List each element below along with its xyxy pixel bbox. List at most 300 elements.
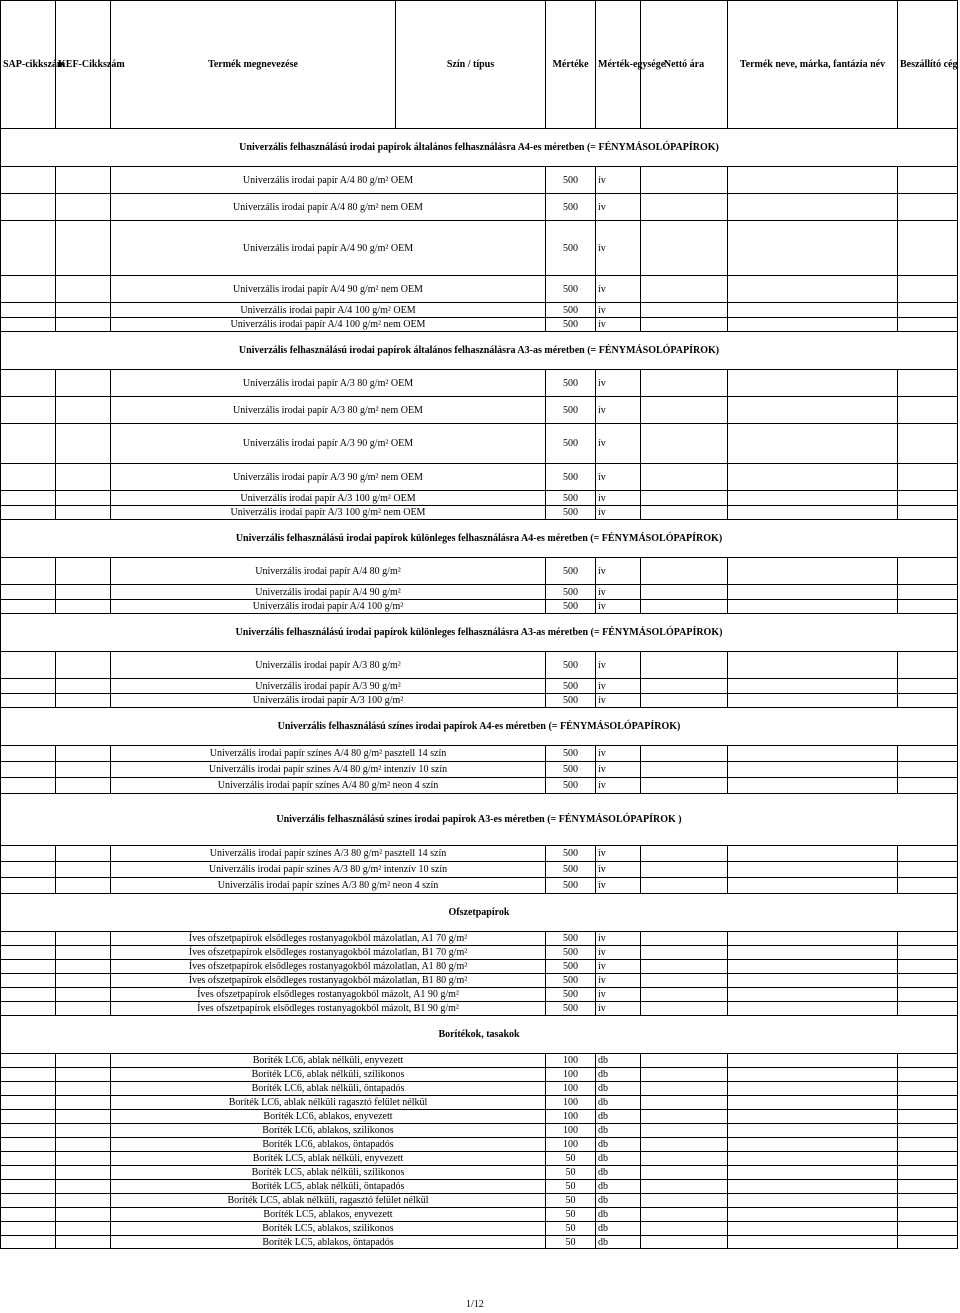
brand-name-cell[interactable] bbox=[728, 1054, 898, 1068]
kef-code-cell[interactable] bbox=[56, 1208, 111, 1222]
net-price-cell[interactable] bbox=[641, 1124, 728, 1138]
kef-code-cell[interactable] bbox=[56, 762, 111, 778]
kef-code-cell[interactable] bbox=[56, 221, 111, 276]
table-row bbox=[1, 1208, 958, 1222]
product-name-cell: Íves ofszetpapírok elsődleges rostanyagokból mázolatlan, B1 70 g/m² bbox=[111, 946, 546, 960]
product-name-cell: Univerzális irodai papír A/3 80 g/m² nem OEM bbox=[111, 397, 546, 424]
unit-cell: ív bbox=[596, 464, 641, 491]
net-price-cell[interactable] bbox=[641, 1222, 728, 1236]
supplier-cell[interactable] bbox=[898, 1152, 958, 1166]
section-title-row bbox=[1, 129, 958, 167]
brand-name-cell[interactable] bbox=[728, 491, 898, 506]
kef-code-cell[interactable] bbox=[56, 974, 111, 988]
supplier-cell[interactable] bbox=[898, 397, 958, 424]
product-name-cell: Univerzális irodai papír A/4 90 g/m² bbox=[111, 585, 546, 600]
supplier-cell[interactable] bbox=[898, 762, 958, 778]
brand-name-cell[interactable] bbox=[728, 1194, 898, 1208]
table-row bbox=[1, 694, 958, 708]
net-price-cell[interactable] bbox=[641, 1208, 728, 1222]
table-row bbox=[1, 946, 958, 960]
section-title: Univerzális felhasználású irodai papírok általános felhasználásra A4-es méretben (= FÉNYMÁSOLÓPAPÍROK) bbox=[1, 129, 958, 167]
sap-code-cell[interactable] bbox=[1, 652, 56, 679]
supplier-cell[interactable] bbox=[898, 167, 958, 194]
sap-code-cell[interactable] bbox=[1, 1096, 56, 1110]
quantity-cell: 50 bbox=[546, 1166, 596, 1180]
net-price-cell[interactable] bbox=[641, 746, 728, 762]
sap-code-cell[interactable] bbox=[1, 694, 56, 708]
net-price-cell[interactable] bbox=[641, 1068, 728, 1082]
brand-name-cell[interactable] bbox=[728, 600, 898, 614]
sap-code-cell[interactable] bbox=[1, 862, 56, 878]
supplier-cell[interactable] bbox=[898, 862, 958, 878]
brand-name-cell[interactable] bbox=[728, 194, 898, 221]
product-name-cell: Boríték LC6, ablakos, öntapadós bbox=[111, 1138, 546, 1152]
product-name-cell: Univerzális irodai papír A/3 100 g/m² OEM bbox=[111, 491, 546, 506]
unit-cell: ív bbox=[596, 194, 641, 221]
kef-code-cell[interactable] bbox=[56, 1180, 111, 1194]
brand-name-cell[interactable] bbox=[728, 960, 898, 974]
brand-name-cell[interactable] bbox=[728, 506, 898, 520]
kef-code-cell[interactable] bbox=[56, 1236, 111, 1249]
brand-name-cell[interactable] bbox=[728, 1236, 898, 1249]
net-price-cell[interactable] bbox=[641, 1110, 728, 1124]
supplier-cell[interactable] bbox=[898, 600, 958, 614]
kef-code-cell[interactable] bbox=[56, 932, 111, 946]
brand-name-cell[interactable] bbox=[728, 318, 898, 332]
supplier-cell[interactable] bbox=[898, 1138, 958, 1152]
quantity-cell: 500 bbox=[546, 491, 596, 506]
supplier-cell[interactable] bbox=[898, 946, 958, 960]
sap-code-cell[interactable] bbox=[1, 1180, 56, 1194]
kef-code-cell[interactable] bbox=[56, 862, 111, 878]
sap-code-cell[interactable] bbox=[1, 932, 56, 946]
kef-code-cell[interactable] bbox=[56, 1194, 111, 1208]
kef-code-cell[interactable] bbox=[56, 846, 111, 862]
supplier-cell[interactable] bbox=[898, 276, 958, 303]
product-name-cell: Íves ofszetpapírok elsődleges rostanyagokból mázolatlan, A1 80 g/m² bbox=[111, 960, 546, 974]
sap-code-cell[interactable] bbox=[1, 303, 56, 318]
brand-name-cell[interactable] bbox=[728, 1208, 898, 1222]
kef-code-cell[interactable] bbox=[56, 778, 111, 794]
supplier-cell[interactable] bbox=[898, 464, 958, 491]
sap-code-cell[interactable] bbox=[1, 318, 56, 332]
net-price-cell[interactable] bbox=[641, 167, 728, 194]
brand-name-cell[interactable] bbox=[728, 946, 898, 960]
supplier-cell[interactable] bbox=[898, 694, 958, 708]
sap-code-cell[interactable] bbox=[1, 1082, 56, 1096]
brand-name-cell[interactable] bbox=[728, 397, 898, 424]
net-price-cell[interactable] bbox=[641, 464, 728, 491]
net-price-cell[interactable] bbox=[641, 932, 728, 946]
supplier-cell[interactable] bbox=[898, 1124, 958, 1138]
kef-code-cell[interactable] bbox=[56, 491, 111, 506]
product-name-cell: Univerzális irodai papír színes A/3 80 g/m² intenzív 10 szín bbox=[111, 862, 546, 878]
kef-code-cell[interactable] bbox=[56, 694, 111, 708]
unit-cell: ív bbox=[596, 303, 641, 318]
brand-name-cell[interactable] bbox=[728, 558, 898, 585]
brand-name-cell[interactable] bbox=[728, 303, 898, 318]
kef-code-cell[interactable] bbox=[56, 1002, 111, 1016]
sap-code-cell[interactable] bbox=[1, 988, 56, 1002]
unit-cell: ív bbox=[596, 221, 641, 276]
sap-code-cell[interactable] bbox=[1, 276, 56, 303]
net-price-cell[interactable] bbox=[641, 778, 728, 794]
product-name-cell: Íves ofszetpapírok elsődleges rostanyagokból mázolatlan, B1 80 g/m² bbox=[111, 974, 546, 988]
table-row bbox=[1, 778, 958, 794]
kef-code-cell[interactable] bbox=[56, 506, 111, 520]
net-price-cell[interactable] bbox=[641, 946, 728, 960]
table-row bbox=[1, 846, 958, 862]
table-row bbox=[1, 397, 958, 424]
section-title-row bbox=[1, 794, 958, 846]
sap-code-cell[interactable] bbox=[1, 585, 56, 600]
net-price-cell[interactable] bbox=[641, 370, 728, 397]
brand-name-cell[interactable] bbox=[728, 221, 898, 276]
sap-code-cell[interactable] bbox=[1, 746, 56, 762]
kef-code-cell[interactable] bbox=[56, 464, 111, 491]
table-row bbox=[1, 424, 958, 464]
net-price-cell[interactable] bbox=[641, 652, 728, 679]
section-title: Univerzális felhasználású irodai papírok különleges felhasználásra A3-as méretben (= FÉNYMÁSOLÓPAPÍROK) bbox=[1, 614, 958, 652]
net-price-cell[interactable] bbox=[641, 276, 728, 303]
table-row bbox=[1, 1124, 958, 1138]
product-name-cell: Boríték LC5, ablak nélküli, öntapadós bbox=[111, 1180, 546, 1194]
supplier-cell[interactable] bbox=[898, 1236, 958, 1249]
net-price-cell[interactable] bbox=[641, 585, 728, 600]
product-name-cell: Boríték LC6, ablakos, enyvezett bbox=[111, 1110, 546, 1124]
brand-name-cell[interactable] bbox=[728, 1068, 898, 1082]
table-row bbox=[1, 1166, 958, 1180]
section-title: Borítékok, tasakok bbox=[1, 1016, 958, 1054]
supplier-cell[interactable] bbox=[898, 679, 958, 694]
section-title-row bbox=[1, 1016, 958, 1054]
supplier-cell[interactable] bbox=[898, 1002, 958, 1016]
kef-code-cell[interactable] bbox=[56, 276, 111, 303]
supplier-cell[interactable] bbox=[898, 778, 958, 794]
supplier-cell[interactable] bbox=[898, 974, 958, 988]
quantity-cell: 500 bbox=[546, 846, 596, 862]
brand-name-cell[interactable] bbox=[728, 167, 898, 194]
net-price-cell[interactable] bbox=[641, 1194, 728, 1208]
supplier-cell[interactable] bbox=[898, 1194, 958, 1208]
sap-code-cell[interactable] bbox=[1, 846, 56, 862]
kef-code-cell[interactable] bbox=[56, 194, 111, 221]
net-price-cell[interactable] bbox=[641, 1002, 728, 1016]
brand-name-cell[interactable] bbox=[728, 652, 898, 679]
brand-name-cell[interactable] bbox=[728, 1002, 898, 1016]
brand-name-cell[interactable] bbox=[728, 932, 898, 946]
product-name-cell: Univerzális irodai papír A/4 90 g/m² nem OEM bbox=[111, 276, 546, 303]
sap-code-cell[interactable] bbox=[1, 974, 56, 988]
brand-name-cell[interactable] bbox=[728, 1138, 898, 1152]
sap-code-cell[interactable] bbox=[1, 960, 56, 974]
table-row bbox=[1, 762, 958, 778]
sap-code-cell[interactable] bbox=[1, 491, 56, 506]
sap-code-cell[interactable] bbox=[1, 558, 56, 585]
sap-code-cell[interactable] bbox=[1, 370, 56, 397]
brand-name-cell[interactable] bbox=[728, 1082, 898, 1096]
supplier-cell[interactable] bbox=[898, 303, 958, 318]
section-title: Ofszetpapírok bbox=[1, 894, 958, 932]
table-row bbox=[1, 988, 958, 1002]
net-price-cell[interactable] bbox=[641, 1096, 728, 1110]
sap-code-cell[interactable] bbox=[1, 506, 56, 520]
sap-code-cell[interactable] bbox=[1, 1124, 56, 1138]
net-price-cell[interactable] bbox=[641, 846, 728, 862]
kef-code-cell[interactable] bbox=[56, 370, 111, 397]
kef-code-cell[interactable] bbox=[56, 652, 111, 679]
kef-code-cell[interactable] bbox=[56, 1054, 111, 1068]
brand-name-cell[interactable] bbox=[728, 694, 898, 708]
unit-cell: db bbox=[596, 1180, 641, 1194]
table-row bbox=[1, 878, 958, 894]
quantity-cell: 500 bbox=[546, 960, 596, 974]
supplier-cell[interactable] bbox=[898, 960, 958, 974]
kef-code-cell[interactable] bbox=[56, 1082, 111, 1096]
net-price-cell[interactable] bbox=[641, 679, 728, 694]
supplier-cell[interactable] bbox=[898, 1166, 958, 1180]
net-price-cell[interactable] bbox=[641, 194, 728, 221]
sap-code-cell[interactable] bbox=[1, 1138, 56, 1152]
section-title: Univerzális felhasználású színes irodai papírok A3-es méretben (= FÉNYMÁSOLÓPAPÍROK ) bbox=[1, 794, 958, 846]
supplier-cell[interactable] bbox=[898, 1096, 958, 1110]
product-name-cell: Univerzális irodai papír színes A/4 80 g/m² pasztell 14 szín bbox=[111, 746, 546, 762]
kef-code-cell[interactable] bbox=[56, 1138, 111, 1152]
unit-cell: db bbox=[596, 1138, 641, 1152]
brand-name-cell[interactable] bbox=[728, 1180, 898, 1194]
sap-code-cell[interactable] bbox=[1, 464, 56, 491]
kef-code-cell[interactable] bbox=[56, 397, 111, 424]
net-price-cell[interactable] bbox=[641, 1236, 728, 1249]
net-price-cell[interactable] bbox=[641, 1152, 728, 1166]
brand-name-cell[interactable] bbox=[728, 1222, 898, 1236]
product-name-cell: Boríték LC6, ablakos, szilikonos bbox=[111, 1124, 546, 1138]
unit-cell: ív bbox=[596, 397, 641, 424]
kef-code-cell[interactable] bbox=[56, 946, 111, 960]
sap-code-cell[interactable] bbox=[1, 1002, 56, 1016]
kef-code-cell[interactable] bbox=[56, 558, 111, 585]
supplier-cell[interactable] bbox=[898, 318, 958, 332]
supplier-cell[interactable] bbox=[898, 1068, 958, 1082]
kef-code-cell[interactable] bbox=[56, 1110, 111, 1124]
supplier-cell[interactable] bbox=[898, 370, 958, 397]
col-header-price: Nettó ára bbox=[641, 1, 728, 129]
net-price-cell[interactable] bbox=[641, 974, 728, 988]
sap-code-cell[interactable] bbox=[1, 424, 56, 464]
net-price-cell[interactable] bbox=[641, 988, 728, 1002]
col-header-supplier: Beszállító cég bbox=[898, 1, 958, 129]
product-name-cell: Univerzális irodai papír A/4 90 g/m² OEM bbox=[111, 221, 546, 276]
brand-name-cell[interactable] bbox=[728, 424, 898, 464]
sap-code-cell[interactable] bbox=[1, 1110, 56, 1124]
table-row bbox=[1, 1110, 958, 1124]
sap-code-cell[interactable] bbox=[1, 1208, 56, 1222]
supplier-cell[interactable] bbox=[898, 1082, 958, 1096]
kef-code-cell[interactable] bbox=[56, 988, 111, 1002]
product-name-cell: Univerzális irodai papír A/4 100 g/m² OEM bbox=[111, 303, 546, 318]
brand-name-cell[interactable] bbox=[728, 370, 898, 397]
unit-cell: ív bbox=[596, 506, 641, 520]
supplier-cell[interactable] bbox=[898, 194, 958, 221]
sap-code-cell[interactable] bbox=[1, 167, 56, 194]
kef-code-cell[interactable] bbox=[56, 1222, 111, 1236]
net-price-cell[interactable] bbox=[641, 1082, 728, 1096]
brand-name-cell[interactable] bbox=[728, 464, 898, 491]
kef-code-cell[interactable] bbox=[56, 746, 111, 762]
supplier-cell[interactable] bbox=[898, 1222, 958, 1236]
unit-cell: db bbox=[596, 1152, 641, 1166]
net-price-cell[interactable] bbox=[641, 303, 728, 318]
sap-code-cell[interactable] bbox=[1, 221, 56, 276]
brand-name-cell[interactable] bbox=[728, 746, 898, 762]
brand-name-cell[interactable] bbox=[728, 778, 898, 794]
supplier-cell[interactable] bbox=[898, 652, 958, 679]
sap-code-cell[interactable] bbox=[1, 878, 56, 894]
unit-cell: db bbox=[596, 1236, 641, 1249]
table-row bbox=[1, 1068, 958, 1082]
sap-code-cell[interactable] bbox=[1, 1054, 56, 1068]
brand-name-cell[interactable] bbox=[728, 1166, 898, 1180]
net-price-cell[interactable] bbox=[641, 1166, 728, 1180]
net-price-cell[interactable] bbox=[641, 221, 728, 276]
kef-code-cell[interactable] bbox=[56, 1096, 111, 1110]
net-price-cell[interactable] bbox=[641, 762, 728, 778]
brand-name-cell[interactable] bbox=[728, 762, 898, 778]
table-row bbox=[1, 1152, 958, 1166]
quantity-cell: 500 bbox=[546, 878, 596, 894]
sap-code-cell[interactable] bbox=[1, 1194, 56, 1208]
supplier-cell[interactable] bbox=[898, 846, 958, 862]
brand-name-cell[interactable] bbox=[728, 1152, 898, 1166]
sap-code-cell[interactable] bbox=[1, 1152, 56, 1166]
col-header-sap: SAP-cikkszám bbox=[1, 1, 56, 129]
kef-code-cell[interactable] bbox=[56, 167, 111, 194]
net-price-cell[interactable] bbox=[641, 878, 728, 894]
product-name-cell: Univerzális irodai papír A/4 100 g/m² nem OEM bbox=[111, 318, 546, 332]
unit-cell: ív bbox=[596, 1002, 641, 1016]
sap-code-cell[interactable] bbox=[1, 194, 56, 221]
brand-name-cell[interactable] bbox=[728, 988, 898, 1002]
kef-code-cell[interactable] bbox=[56, 318, 111, 332]
net-price-cell[interactable] bbox=[641, 1180, 728, 1194]
kef-code-cell[interactable] bbox=[56, 424, 111, 464]
kef-code-cell[interactable] bbox=[56, 1166, 111, 1180]
product-name-cell: Íves ofszetpapírok elsődleges rostanyagokból mázolatlan, A1 70 g/m² bbox=[111, 932, 546, 946]
brand-name-cell[interactable] bbox=[728, 862, 898, 878]
kef-code-cell[interactable] bbox=[56, 303, 111, 318]
supplier-cell[interactable] bbox=[898, 424, 958, 464]
sap-code-cell[interactable] bbox=[1, 397, 56, 424]
unit-cell: ív bbox=[596, 746, 641, 762]
kef-code-cell[interactable] bbox=[56, 878, 111, 894]
product-name-cell: Boríték LC6, ablak nélküli ragasztó felület nélkül bbox=[111, 1096, 546, 1110]
kef-code-cell[interactable] bbox=[56, 1124, 111, 1138]
supplier-cell[interactable] bbox=[898, 988, 958, 1002]
kef-code-cell[interactable] bbox=[56, 585, 111, 600]
brand-name-cell[interactable] bbox=[728, 1110, 898, 1124]
sap-code-cell[interactable] bbox=[1, 762, 56, 778]
quantity-cell: 500 bbox=[546, 424, 596, 464]
unit-cell: ív bbox=[596, 276, 641, 303]
sap-code-cell[interactable] bbox=[1, 679, 56, 694]
supplier-cell[interactable] bbox=[898, 558, 958, 585]
table-row bbox=[1, 585, 958, 600]
net-price-cell[interactable] bbox=[641, 491, 728, 506]
sap-code-cell[interactable] bbox=[1, 1068, 56, 1082]
quantity-cell: 500 bbox=[546, 221, 596, 276]
supplier-cell[interactable] bbox=[898, 932, 958, 946]
sap-code-cell[interactable] bbox=[1, 600, 56, 614]
supplier-cell[interactable] bbox=[898, 506, 958, 520]
table-row bbox=[1, 303, 958, 318]
unit-cell: ív bbox=[596, 960, 641, 974]
supplier-cell[interactable] bbox=[898, 1180, 958, 1194]
brand-name-cell[interactable] bbox=[728, 276, 898, 303]
sap-code-cell[interactable] bbox=[1, 1236, 56, 1249]
kef-code-cell[interactable] bbox=[56, 960, 111, 974]
sap-code-cell[interactable] bbox=[1, 1222, 56, 1236]
net-price-cell[interactable] bbox=[641, 397, 728, 424]
brand-name-cell[interactable] bbox=[728, 974, 898, 988]
sap-code-cell[interactable] bbox=[1, 946, 56, 960]
supplier-cell[interactable] bbox=[898, 221, 958, 276]
unit-cell: ív bbox=[596, 694, 641, 708]
net-price-cell[interactable] bbox=[641, 318, 728, 332]
net-price-cell[interactable] bbox=[641, 960, 728, 974]
product-name-cell: Íves ofszetpapírok elsődleges rostanyagokból mázolt, B1 90 g/m² bbox=[111, 1002, 546, 1016]
net-price-cell[interactable] bbox=[641, 1138, 728, 1152]
supplier-cell[interactable] bbox=[898, 585, 958, 600]
brand-name-cell[interactable] bbox=[728, 679, 898, 694]
supplier-cell[interactable] bbox=[898, 878, 958, 894]
section-title: Univerzális felhasználású színes irodai papírok A4-es méretben (= FÉNYMÁSOLÓPAPÍROK) bbox=[1, 708, 958, 746]
supplier-cell[interactable] bbox=[898, 1110, 958, 1124]
kef-code-cell[interactable] bbox=[56, 1152, 111, 1166]
supplier-cell[interactable] bbox=[898, 491, 958, 506]
kef-code-cell[interactable] bbox=[56, 600, 111, 614]
brand-name-cell[interactable] bbox=[728, 1124, 898, 1138]
brand-name-cell[interactable] bbox=[728, 585, 898, 600]
net-price-cell[interactable] bbox=[641, 424, 728, 464]
quantity-cell: 500 bbox=[546, 558, 596, 585]
unit-cell: ív bbox=[596, 932, 641, 946]
table-row bbox=[1, 506, 958, 520]
col-header-name: Termék megnevezése bbox=[111, 1, 396, 129]
brand-name-cell[interactable] bbox=[728, 846, 898, 862]
net-price-cell[interactable] bbox=[641, 558, 728, 585]
brand-name-cell[interactable] bbox=[728, 1096, 898, 1110]
quantity-cell: 500 bbox=[546, 988, 596, 1002]
table-row bbox=[1, 194, 958, 221]
supplier-cell[interactable] bbox=[898, 1054, 958, 1068]
net-price-cell[interactable] bbox=[641, 1054, 728, 1068]
net-price-cell[interactable] bbox=[641, 506, 728, 520]
net-price-cell[interactable] bbox=[641, 862, 728, 878]
net-price-cell[interactable] bbox=[641, 694, 728, 708]
table-row bbox=[1, 1138, 958, 1152]
brand-name-cell[interactable] bbox=[728, 878, 898, 894]
sap-code-cell[interactable] bbox=[1, 1166, 56, 1180]
sap-code-cell[interactable] bbox=[1, 778, 56, 794]
net-price-cell[interactable] bbox=[641, 600, 728, 614]
col-header-kef: KEF-Cikkszám bbox=[56, 1, 111, 129]
supplier-cell[interactable] bbox=[898, 1208, 958, 1222]
product-name-cell: Boríték LC5, ablak nélküli, enyvezett bbox=[111, 1152, 546, 1166]
supplier-cell[interactable] bbox=[898, 746, 958, 762]
kef-code-cell[interactable] bbox=[56, 1068, 111, 1082]
unit-cell: ív bbox=[596, 946, 641, 960]
kef-code-cell[interactable] bbox=[56, 679, 111, 694]
